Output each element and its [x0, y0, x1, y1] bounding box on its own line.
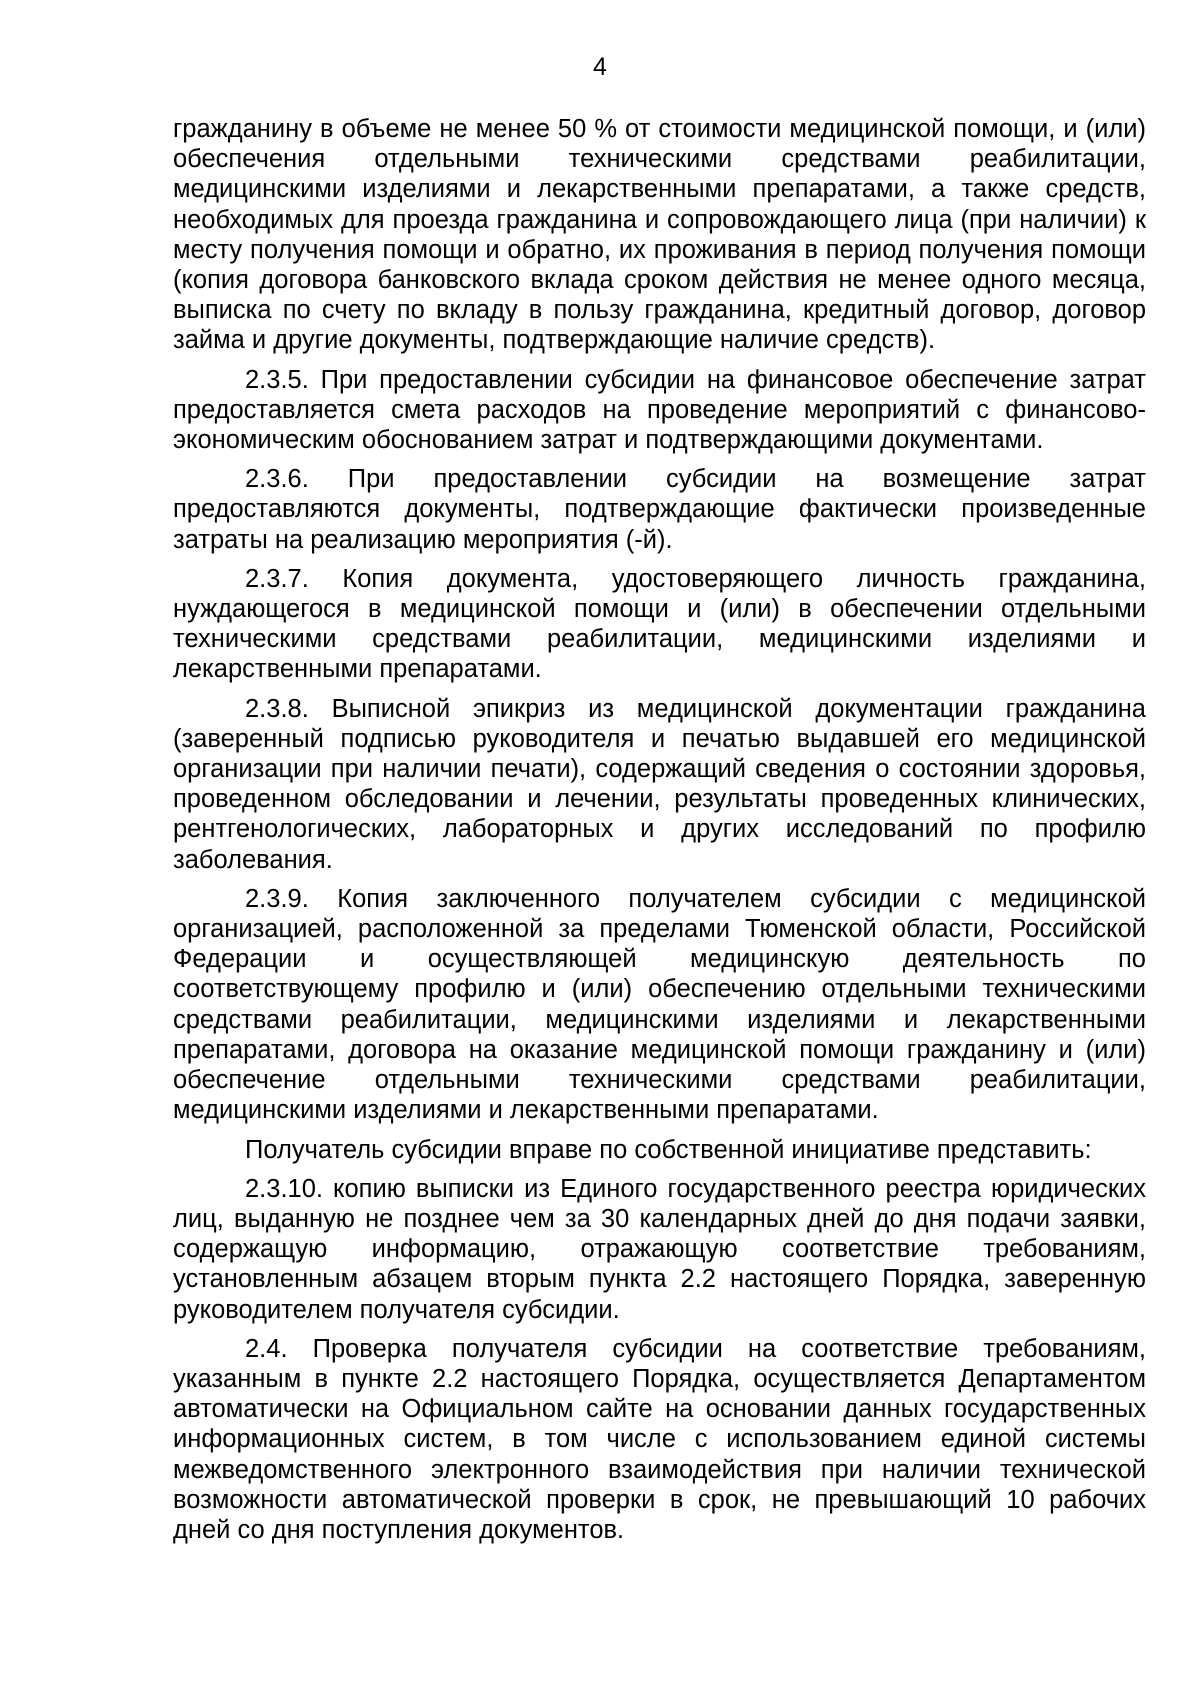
paragraph-2-3-10: 2.3.10. копию выписки из Единого государственного реестра юридических лиц, выданную не позднее чем за 30 календарных дней до дня подачи заявки, содержащую информацию, отражающую соответствие требованиям, установленным абзацем вторым пункта 2.2 настоящего Порядка, заверенную руководителем получателя субсидии.	[173, 1174, 1146, 1324]
paragraph-2-3-8: 2.3.8. Выписной эпикриз из медицинской документации гражданина (заверенный подписью руководителя и печатью выдавшей его медицинской организации при наличии печати), содержащий сведения о состоянии здоровья, проведенном обследовании и лечении, результаты проведенных клинических, рентгенологических, лабораторных и других исследований по профилю заболевания.	[173, 694, 1146, 874]
paragraph-2-4: 2.4. Проверка получателя субсидии на соответствие требованиям, указанным в пункте 2.2 настоящего Порядка, осуществляется Департаментом автоматически на Официальном сайте на основании данных государственных информационных систем, в том числе с использованием единой системы межведомственного электронного взаимодействия при наличии технической возможности автоматической проверки в срок, не превышающий 10 рабочих дней со дня поступления документов.	[173, 1334, 1146, 1544]
paragraph-2-3-7: 2.3.7. Копия документа, удостоверяющего личность гражданина, нуждающегося в медицинской помощи и (или) в обеспечении отдельными техническими средствами реабилитации, медицинскими изделиями и лекарственными препаратами.	[173, 564, 1146, 684]
paragraph-2-3-5: 2.3.5. При предоставлении субсидии на финансовое обеспечение затрат предоставляется смета расходов на проведение мероприятий с финансово-экономическим обоснованием затрат и подтверждающими документами.	[173, 365, 1146, 455]
paragraph-optional-intro: Получатель субсидии вправе по собственной инициативе представить:	[245, 1135, 1092, 1164]
document-body	[173, 114, 1146, 1554]
paragraph-2-3-9: 2.3.9. Копия заключенного получателем субсидии с медицинской организацией, расположенной за пределами Тюменской области, Российской Федерации и осуществляющей медицинскую деятельность по соответствующему профилю и (или) обеспечению отдельными техническими средствами реабилитации, медицинскими изделиями и лекарственными препаратами, договора на оказание медицинской помощи гражданину и (или) обеспечение отдельными техническими средствами реабилитации, медицинскими изделиями и лекарственными препаратами.	[173, 884, 1146, 1125]
paragraph-continuation: гражданину в объеме не менее 50 % от стоимости медицинской помощи, и (или) обеспечения отдельными техническими средствами реабилитации, медицинскими изделиями и лекарственными препаратами, а также средств, необходимых для проезда гражданина и сопровождающего лица (при наличии) к месту получения помощи и обратно, их проживания в период получения помощи (копия договора банковского вклада сроком действия не менее одного месяца, выписка по счету по вкладу в пользу гражданина, кредитный договор, договор займа и другие документы, подтверждающие наличие средств).	[173, 115, 1146, 355]
paragraph-2-3-6: 2.3.6. При предоставлении субсидии на возмещение затрат предоставляются документы, подтверждающие фактически произведенные затраты на реализацию мероприятия (-й).	[173, 465, 1146, 554]
page-number: 4	[593, 53, 607, 81]
